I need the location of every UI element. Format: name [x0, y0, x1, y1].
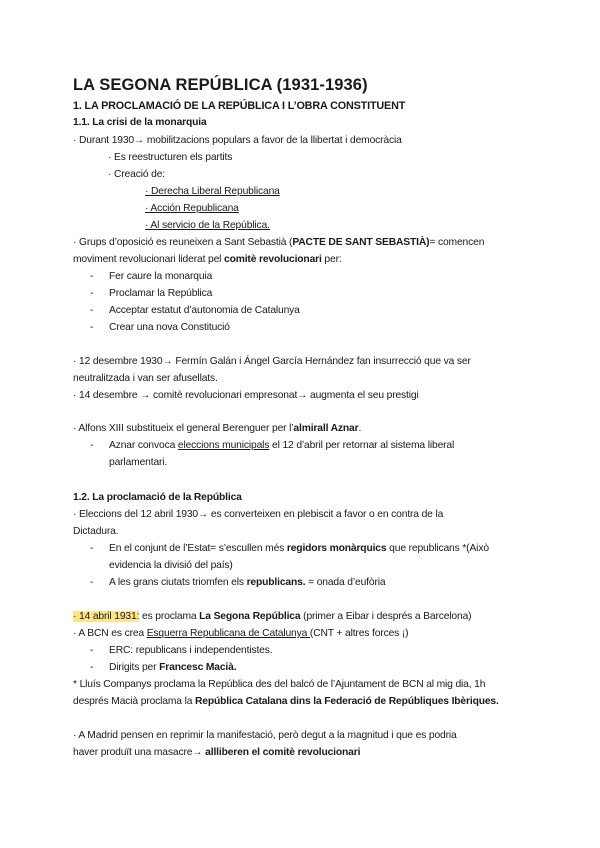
party-item: · Derecha Liberal Republicana	[145, 186, 280, 197]
page-title: LA SEGONA REPÚBLICA (1931-1936)	[73, 76, 368, 94]
text-line: · Eleccions del 12 abril 1930→ es converteixen en plebiscit a favor o en contra de la	[73, 509, 444, 520]
list-item	[90, 644, 272, 658]
dash-bullet: -	[90, 288, 94, 299]
text-run-bold: allliberen el comitè revolucionari	[205, 747, 361, 758]
text-line	[73, 627, 408, 641]
text-line: · 14 desembre → comitè revolucionari empresonat→ augmenta el seu prestigi	[73, 390, 419, 401]
list-item-text: Acceptar estatut d’autonomia de Catalunya	[109, 305, 300, 316]
text-line: evidencia la divisió del país)	[109, 560, 233, 571]
list-item-text: Fer caure la monarquia	[109, 271, 213, 282]
list-item	[90, 270, 212, 284]
text-run-bold: Francesc Macià.	[159, 662, 237, 673]
text-run-bold: PACTE DE SANT SEBASTIÀ)	[292, 237, 430, 248]
text-line: · A Madrid pensen en reprimir la manifestació, però degut a la magnitud i que es podria	[73, 730, 457, 741]
text-run: moviment revolucionari liderat pel	[73, 254, 224, 265]
text-run: · Alfons XIII substitueix el general Berenguer per l’	[73, 423, 294, 434]
text-run: es proclama	[139, 611, 200, 622]
text-line: neutralitzada i van ser afusellats.	[73, 373, 218, 384]
text-line	[73, 422, 361, 436]
text-line: · Creació de:	[108, 169, 165, 180]
section-heading-1: 1. LA PROCLAMACIÓ DE LA REPÚBLICA I L’OBRA CONSTITUENT	[73, 100, 406, 112]
dash-bullet: -	[90, 271, 94, 282]
dash-bullet: -	[90, 645, 94, 656]
text-run-bold: republicans.	[246, 577, 306, 588]
section-heading-1-2: 1.2. La proclamació de la República	[73, 492, 242, 503]
text-run: .	[358, 423, 362, 434]
text-line: Dictadura.	[73, 526, 119, 537]
text-run: = comencen	[429, 237, 485, 248]
party-item: · Acción Republicana	[145, 203, 239, 214]
text-line: · Durant 1930→ mobilitzacions populars a favor de la llibertat i democràcia	[73, 135, 402, 146]
text-run: Aznar convoca	[109, 440, 178, 451]
list-item-text: ERC: republicans i independentistes.	[109, 645, 273, 656]
text-line	[73, 253, 342, 267]
dash-bullet: -	[90, 577, 94, 588]
text-run: · Grups d’oposició es reuneixen a Sant Sebastià (	[73, 237, 293, 248]
text-line: · Es reestructuren els partits	[108, 152, 233, 163]
dash-bullet: -	[90, 440, 94, 451]
text-run: que republicans *(Això	[386, 543, 489, 554]
text-run-bold: La Segona República	[199, 611, 301, 622]
text-line: * Lluís Companys proclama la República des del balcó de l’Ajuntament de BCN al mig dia, 1h	[73, 679, 486, 690]
text-run: = onada d’eufòria	[305, 577, 386, 588]
list-item	[90, 321, 230, 335]
text-run: En el conjunt de l’Estat= s’escullen més	[109, 543, 287, 554]
text-run-bold: almirall Aznar	[293, 423, 359, 434]
text-line: parlamentari.	[109, 457, 168, 468]
text-run-underline: eleccions municipals	[177, 440, 270, 451]
list-item	[90, 304, 300, 318]
text-run: Dirigits per	[109, 662, 160, 673]
text-run-bold: comitè revolucionari	[224, 254, 322, 265]
text-run-bold: República Catalana dins la Federació de Repúbliques Ibèriques.	[195, 696, 499, 707]
text-run-bold: regidors monàrquics	[286, 543, 387, 554]
list-item	[90, 542, 489, 556]
list-item	[90, 661, 236, 675]
text-run: després Macià proclama la	[73, 696, 196, 707]
text-line	[73, 695, 499, 709]
text-line: · 12 desembre 1930→ Fermín Galán i Ángel García Hernández fan insurrecció que va ser	[73, 356, 471, 367]
list-item-text: Proclamar la República	[109, 288, 213, 299]
party-item: · Al servicio de la República.	[145, 220, 270, 231]
list-item-text: Crear una nova Constitució	[109, 322, 230, 333]
text-run: haver produït una masacre→	[73, 747, 206, 758]
text-run: · A BCN es crea	[73, 628, 147, 639]
dash-bullet: -	[90, 322, 94, 333]
text-run: (CNT + altres forces ¡)	[309, 628, 409, 639]
text-run: per:	[321, 254, 342, 265]
list-item	[90, 576, 385, 590]
dash-bullet: -	[90, 305, 94, 316]
section-heading-1-1: 1.1. La crisi de la monarquia	[73, 117, 207, 128]
list-item	[90, 287, 212, 301]
dash-bullet: -	[90, 662, 94, 673]
list-item	[90, 439, 454, 453]
text-line	[73, 236, 484, 250]
text-run: A les grans ciutats triomfen els	[109, 577, 247, 588]
text-run-underline: Esquerra Republicana de Catalunya	[146, 628, 310, 639]
highlighted-date: · 14 abril 1931:	[73, 611, 140, 622]
dash-bullet: -	[90, 543, 94, 554]
text-run: el 12 d’abril per retornar al sistema liberal	[269, 440, 455, 451]
text-run: (primer a Eibar i després a Barcelona)	[300, 611, 472, 622]
text-line	[73, 610, 471, 624]
text-line	[73, 746, 360, 760]
